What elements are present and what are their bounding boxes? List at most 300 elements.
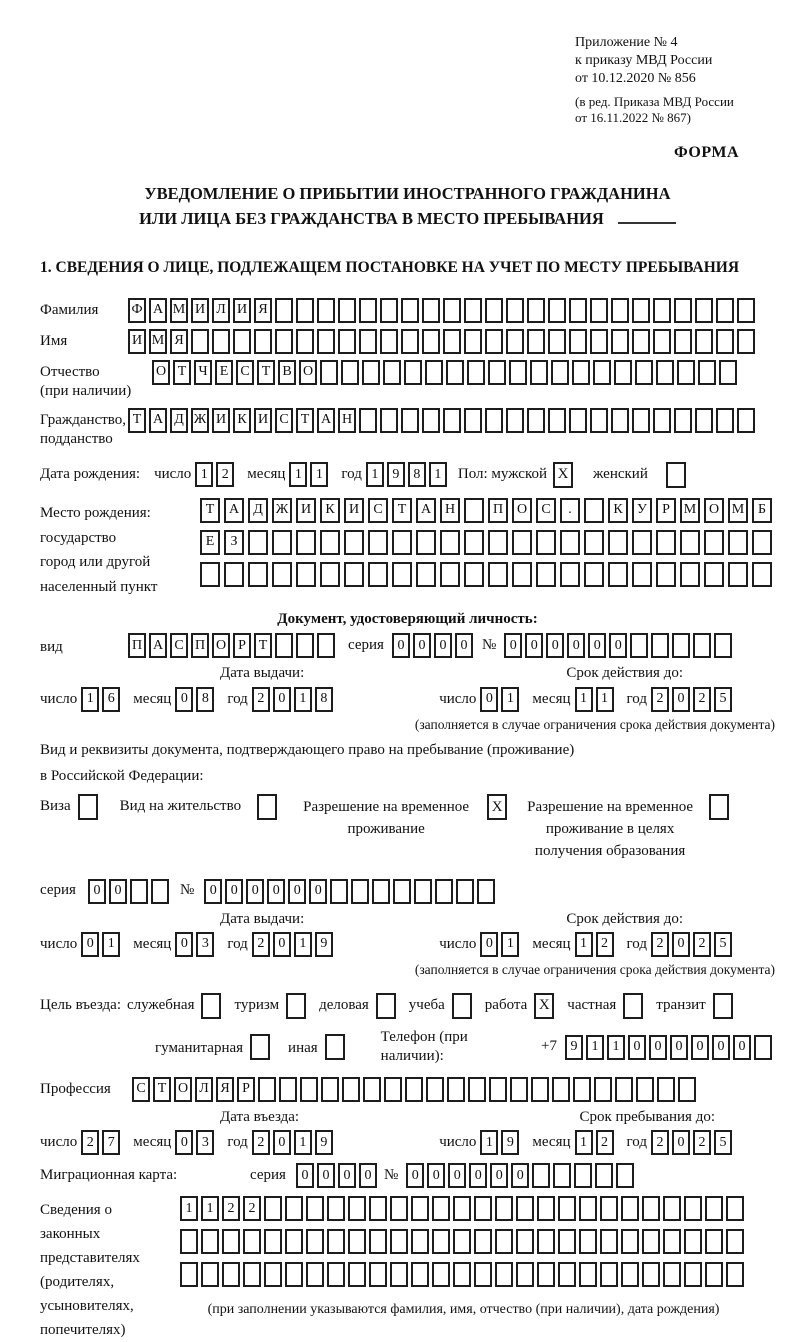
- char-box[interactable]: [317, 298, 335, 323]
- char-box[interactable]: [320, 360, 338, 385]
- char-box[interactable]: 2: [596, 1130, 614, 1155]
- char-box[interactable]: [464, 298, 482, 323]
- char-box[interactable]: 2: [693, 1130, 711, 1155]
- char-box[interactable]: [600, 1196, 618, 1221]
- char-box[interactable]: И: [296, 498, 316, 523]
- char-box[interactable]: [584, 562, 604, 587]
- char-box[interactable]: [698, 360, 716, 385]
- char-box[interactable]: Н: [338, 408, 356, 433]
- char-box[interactable]: [440, 562, 460, 587]
- char-box[interactable]: [372, 879, 390, 904]
- char-box[interactable]: 0: [588, 633, 606, 658]
- char-box[interactable]: [716, 408, 734, 433]
- char-box[interactable]: [359, 298, 377, 323]
- char-box[interactable]: 2: [693, 932, 711, 957]
- char-box[interactable]: [632, 298, 650, 323]
- char-box[interactable]: [621, 1262, 639, 1287]
- char-box[interactable]: 1: [195, 462, 213, 487]
- char-box[interactable]: [663, 1196, 681, 1221]
- char-box[interactable]: [264, 1229, 282, 1254]
- char-box[interactable]: А: [224, 498, 244, 523]
- char-box[interactable]: [651, 633, 669, 658]
- char-box[interactable]: [536, 530, 556, 555]
- char-box[interactable]: [453, 1196, 471, 1221]
- char-box[interactable]: [411, 1196, 429, 1221]
- char-box[interactable]: [635, 360, 653, 385]
- char-box[interactable]: [233, 329, 251, 354]
- char-box[interactable]: 0: [204, 879, 222, 904]
- char-box[interactable]: [443, 298, 461, 323]
- char-box[interactable]: [338, 329, 356, 354]
- char-box[interactable]: [351, 879, 369, 904]
- char-box[interactable]: [560, 562, 580, 587]
- char-box[interactable]: [614, 360, 632, 385]
- char-box[interactable]: 0: [567, 633, 585, 658]
- char-box[interactable]: [653, 298, 671, 323]
- char-box[interactable]: 0: [672, 932, 690, 957]
- char-box[interactable]: Т: [296, 408, 314, 433]
- char-box[interactable]: 0: [273, 687, 291, 712]
- char-box[interactable]: [680, 530, 700, 555]
- char-box[interactable]: А: [317, 408, 335, 433]
- char-box[interactable]: А: [416, 498, 436, 523]
- char-box[interactable]: И: [191, 298, 209, 323]
- char-box[interactable]: [201, 1262, 219, 1287]
- char-box[interactable]: [416, 530, 436, 555]
- char-box[interactable]: 1: [201, 1196, 219, 1221]
- char-box[interactable]: 1: [575, 687, 593, 712]
- char-box[interactable]: М: [728, 498, 748, 523]
- char-box[interactable]: [716, 329, 734, 354]
- char-box[interactable]: 0: [469, 1163, 487, 1188]
- char-box[interactable]: И: [212, 408, 230, 433]
- char-box[interactable]: [285, 1196, 303, 1221]
- char-box[interactable]: [714, 633, 732, 658]
- char-box[interactable]: [327, 1196, 345, 1221]
- char-box[interactable]: [401, 298, 419, 323]
- char-box[interactable]: [130, 879, 148, 904]
- char-box[interactable]: [616, 1163, 634, 1188]
- char-box[interactable]: [248, 562, 268, 587]
- char-box[interactable]: О: [152, 360, 170, 385]
- char-box[interactable]: 0: [712, 1035, 730, 1060]
- char-box[interactable]: [512, 530, 532, 555]
- char-box[interactable]: 1: [586, 1035, 604, 1060]
- char-box[interactable]: [369, 1196, 387, 1221]
- char-box[interactable]: [705, 1229, 723, 1254]
- char-box[interactable]: 5: [714, 687, 732, 712]
- char-box[interactable]: [754, 1035, 772, 1060]
- char-box[interactable]: [548, 298, 566, 323]
- char-box[interactable]: 1: [310, 462, 328, 487]
- char-box[interactable]: [440, 530, 460, 555]
- char-box[interactable]: [390, 1196, 408, 1221]
- char-box[interactable]: [485, 408, 503, 433]
- char-box[interactable]: [327, 1262, 345, 1287]
- char-box[interactable]: 1: [501, 932, 519, 957]
- char-box[interactable]: [677, 360, 695, 385]
- char-box[interactable]: [453, 1262, 471, 1287]
- char-box[interactable]: М: [680, 498, 700, 523]
- char-box[interactable]: [537, 1262, 555, 1287]
- female-checkbox[interactable]: [666, 462, 686, 488]
- char-box[interactable]: [411, 1262, 429, 1287]
- char-box[interactable]: [537, 1196, 555, 1221]
- char-box[interactable]: [680, 562, 700, 587]
- char-box[interactable]: [552, 1077, 570, 1102]
- char-box[interactable]: [275, 633, 293, 658]
- char-box[interactable]: [453, 1229, 471, 1254]
- char-box[interactable]: [474, 1262, 492, 1287]
- char-box[interactable]: [432, 1229, 450, 1254]
- char-box[interactable]: [632, 562, 652, 587]
- char-box[interactable]: [600, 1229, 618, 1254]
- char-box[interactable]: Р: [237, 1077, 255, 1102]
- char-box[interactable]: Л: [212, 298, 230, 323]
- char-box[interactable]: 2: [252, 1130, 270, 1155]
- char-box[interactable]: [180, 1262, 198, 1287]
- char-box[interactable]: И: [233, 298, 251, 323]
- char-box[interactable]: Ж: [191, 408, 209, 433]
- char-box[interactable]: [632, 329, 650, 354]
- char-box[interactable]: 2: [216, 462, 234, 487]
- char-box[interactable]: 1: [180, 1196, 198, 1221]
- char-box[interactable]: [737, 329, 755, 354]
- char-box[interactable]: [285, 1229, 303, 1254]
- char-box[interactable]: [726, 1262, 744, 1287]
- char-box[interactable]: 0: [672, 1130, 690, 1155]
- char-box[interactable]: [362, 360, 380, 385]
- char-box[interactable]: [569, 298, 587, 323]
- char-box[interactable]: [548, 329, 566, 354]
- char-box[interactable]: А: [149, 633, 167, 658]
- char-box[interactable]: [705, 1196, 723, 1221]
- char-box[interactable]: [348, 1196, 366, 1221]
- char-box[interactable]: Я: [170, 329, 188, 354]
- char-box[interactable]: [243, 1229, 261, 1254]
- char-box[interactable]: [737, 408, 755, 433]
- char-box[interactable]: [551, 360, 569, 385]
- char-box[interactable]: 0: [175, 932, 193, 957]
- char-box[interactable]: 0: [609, 633, 627, 658]
- char-box[interactable]: [422, 329, 440, 354]
- char-box[interactable]: О: [299, 360, 317, 385]
- char-box[interactable]: [296, 562, 316, 587]
- char-box[interactable]: [642, 1262, 660, 1287]
- char-box[interactable]: 0: [109, 879, 127, 904]
- char-box[interactable]: [537, 1229, 555, 1254]
- char-box[interactable]: [404, 360, 422, 385]
- char-box[interactable]: С: [170, 633, 188, 658]
- char-box[interactable]: [726, 1196, 744, 1221]
- char-box[interactable]: 1: [480, 1130, 498, 1155]
- char-box[interactable]: [684, 1196, 702, 1221]
- char-box[interactable]: Е: [215, 360, 233, 385]
- char-box[interactable]: [506, 329, 524, 354]
- char-box[interactable]: [737, 298, 755, 323]
- char-box[interactable]: [359, 408, 377, 433]
- char-box[interactable]: 1: [289, 462, 307, 487]
- char-box[interactable]: [611, 329, 629, 354]
- char-box[interactable]: [579, 1229, 597, 1254]
- char-box[interactable]: К: [608, 498, 628, 523]
- char-box[interactable]: 9: [501, 1130, 519, 1155]
- char-box[interactable]: [320, 530, 340, 555]
- char-box[interactable]: [600, 1262, 618, 1287]
- char-box[interactable]: [348, 1229, 366, 1254]
- char-box[interactable]: [509, 360, 527, 385]
- char-box[interactable]: [611, 298, 629, 323]
- char-box[interactable]: 1: [575, 1130, 593, 1155]
- char-box[interactable]: П: [128, 633, 146, 658]
- char-box[interactable]: 0: [649, 1035, 667, 1060]
- char-box[interactable]: [201, 1229, 219, 1254]
- char-box[interactable]: [363, 1077, 381, 1102]
- char-box[interactable]: [464, 530, 484, 555]
- char-box[interactable]: [432, 1262, 450, 1287]
- char-box[interactable]: 0: [413, 633, 431, 658]
- char-box[interactable]: [527, 329, 545, 354]
- char-box[interactable]: [248, 530, 268, 555]
- char-box[interactable]: О: [212, 633, 230, 658]
- char-box[interactable]: 0: [338, 1163, 356, 1188]
- char-box[interactable]: 1: [366, 462, 384, 487]
- char-box[interactable]: [477, 879, 495, 904]
- char-box[interactable]: 2: [81, 1130, 99, 1155]
- char-box[interactable]: [512, 562, 532, 587]
- char-box[interactable]: 9: [565, 1035, 583, 1060]
- char-box[interactable]: 0: [225, 879, 243, 904]
- char-box[interactable]: [516, 1262, 534, 1287]
- char-box[interactable]: [296, 298, 314, 323]
- char-box[interactable]: [495, 1229, 513, 1254]
- char-box[interactable]: С: [132, 1077, 150, 1102]
- char-box[interactable]: 9: [315, 932, 333, 957]
- other-checkbox[interactable]: [325, 1034, 345, 1060]
- char-box[interactable]: А: [149, 408, 167, 433]
- char-box[interactable]: 7: [102, 1130, 120, 1155]
- char-box[interactable]: 1: [294, 932, 312, 957]
- char-box[interactable]: [674, 408, 692, 433]
- char-box[interactable]: 0: [628, 1035, 646, 1060]
- char-box[interactable]: Т: [254, 633, 272, 658]
- char-box[interactable]: [615, 1077, 633, 1102]
- char-box[interactable]: [390, 1262, 408, 1287]
- char-box[interactable]: [285, 1262, 303, 1287]
- char-box[interactable]: 0: [546, 633, 564, 658]
- char-box[interactable]: [380, 298, 398, 323]
- char-box[interactable]: [467, 360, 485, 385]
- char-box[interactable]: [222, 1229, 240, 1254]
- char-box[interactable]: [695, 298, 713, 323]
- char-box[interactable]: [317, 329, 335, 354]
- char-box[interactable]: [296, 329, 314, 354]
- char-box[interactable]: 0: [88, 879, 106, 904]
- char-box[interactable]: Т: [257, 360, 275, 385]
- char-box[interactable]: [704, 530, 724, 555]
- char-box[interactable]: [663, 1229, 681, 1254]
- char-box[interactable]: Р: [233, 633, 251, 658]
- char-box[interactable]: [464, 408, 482, 433]
- char-box[interactable]: [254, 329, 272, 354]
- char-box[interactable]: 1: [596, 687, 614, 712]
- char-box[interactable]: [590, 408, 608, 433]
- char-box[interactable]: [464, 562, 484, 587]
- char-box[interactable]: [752, 562, 772, 587]
- char-box[interactable]: Б: [752, 498, 772, 523]
- char-box[interactable]: [468, 1077, 486, 1102]
- char-box[interactable]: [369, 1262, 387, 1287]
- char-box[interactable]: [506, 408, 524, 433]
- char-box[interactable]: 2: [222, 1196, 240, 1221]
- char-box[interactable]: [320, 562, 340, 587]
- char-box[interactable]: Ч: [194, 360, 212, 385]
- char-box[interactable]: 0: [448, 1163, 466, 1188]
- char-box[interactable]: [212, 329, 230, 354]
- char-box[interactable]: [719, 360, 737, 385]
- char-box[interactable]: 8: [315, 687, 333, 712]
- char-box[interactable]: П: [488, 498, 508, 523]
- char-box[interactable]: 1: [429, 462, 447, 487]
- char-box[interactable]: 9: [387, 462, 405, 487]
- char-box[interactable]: 0: [246, 879, 264, 904]
- char-box[interactable]: В: [278, 360, 296, 385]
- char-box[interactable]: 1: [575, 932, 593, 957]
- char-box[interactable]: [594, 1077, 612, 1102]
- char-box[interactable]: 1: [294, 1130, 312, 1155]
- char-box[interactable]: Т: [200, 498, 220, 523]
- char-box[interactable]: [300, 1077, 318, 1102]
- char-box[interactable]: 0: [273, 1130, 291, 1155]
- char-box[interactable]: [752, 530, 772, 555]
- char-box[interactable]: [258, 1077, 276, 1102]
- char-box[interactable]: 0: [81, 932, 99, 957]
- char-box[interactable]: Р: [656, 498, 676, 523]
- char-box[interactable]: [579, 1262, 597, 1287]
- char-box[interactable]: [443, 329, 461, 354]
- char-box[interactable]: [663, 1262, 681, 1287]
- char-box[interactable]: [553, 1163, 571, 1188]
- char-box[interactable]: [488, 530, 508, 555]
- char-box[interactable]: [380, 408, 398, 433]
- char-box[interactable]: 0: [392, 633, 410, 658]
- char-box[interactable]: [306, 1196, 324, 1221]
- char-box[interactable]: [653, 408, 671, 433]
- char-box[interactable]: [516, 1229, 534, 1254]
- private-checkbox[interactable]: [623, 993, 643, 1019]
- char-box[interactable]: 8: [196, 687, 214, 712]
- char-box[interactable]: [392, 530, 412, 555]
- char-box[interactable]: [447, 1077, 465, 1102]
- char-box[interactable]: М: [170, 298, 188, 323]
- char-box[interactable]: И: [254, 408, 272, 433]
- char-box[interactable]: [684, 1229, 702, 1254]
- temp-permit-edu-checkbox[interactable]: [709, 794, 729, 820]
- char-box[interactable]: [548, 408, 566, 433]
- char-box[interactable]: К: [320, 498, 340, 523]
- char-box[interactable]: [728, 562, 748, 587]
- char-box[interactable]: М: [149, 329, 167, 354]
- humanitarian-checkbox[interactable]: [250, 1034, 270, 1060]
- char-box[interactable]: [368, 562, 388, 587]
- char-box[interactable]: [151, 879, 169, 904]
- char-box[interactable]: [608, 530, 628, 555]
- char-box[interactable]: 1: [81, 687, 99, 712]
- char-box[interactable]: [380, 329, 398, 354]
- char-box[interactable]: [590, 298, 608, 323]
- char-box[interactable]: [506, 298, 524, 323]
- male-checkbox[interactable]: X: [553, 462, 573, 488]
- char-box[interactable]: [674, 298, 692, 323]
- char-box[interactable]: [558, 1229, 576, 1254]
- char-box[interactable]: 0: [267, 879, 285, 904]
- char-box[interactable]: [264, 1262, 282, 1287]
- char-box[interactable]: [510, 1077, 528, 1102]
- char-box[interactable]: 0: [317, 1163, 335, 1188]
- char-box[interactable]: [726, 1229, 744, 1254]
- char-box[interactable]: [630, 633, 648, 658]
- char-box[interactable]: [392, 562, 412, 587]
- char-box[interactable]: 0: [175, 1130, 193, 1155]
- char-box[interactable]: Т: [392, 498, 412, 523]
- char-box[interactable]: 1: [294, 687, 312, 712]
- char-box[interactable]: [272, 530, 292, 555]
- char-box[interactable]: А: [149, 298, 167, 323]
- char-box[interactable]: [704, 562, 724, 587]
- char-box[interactable]: 3: [196, 1130, 214, 1155]
- char-box[interactable]: 8: [408, 462, 426, 487]
- char-box[interactable]: 1: [102, 932, 120, 957]
- char-box[interactable]: 0: [455, 633, 473, 658]
- char-box[interactable]: [338, 298, 356, 323]
- char-box[interactable]: 0: [309, 879, 327, 904]
- char-box[interactable]: 5: [714, 932, 732, 957]
- char-box[interactable]: [672, 633, 690, 658]
- char-box[interactable]: [279, 1077, 297, 1102]
- char-box[interactable]: [446, 360, 464, 385]
- char-box[interactable]: [621, 1229, 639, 1254]
- char-box[interactable]: [695, 329, 713, 354]
- char-box[interactable]: [224, 562, 244, 587]
- char-box[interactable]: С: [368, 498, 388, 523]
- char-box[interactable]: [705, 1262, 723, 1287]
- char-box[interactable]: [684, 1262, 702, 1287]
- char-box[interactable]: [275, 329, 293, 354]
- char-box[interactable]: [306, 1262, 324, 1287]
- char-box[interactable]: П: [191, 633, 209, 658]
- char-box[interactable]: [330, 879, 348, 904]
- char-box[interactable]: Д: [170, 408, 188, 433]
- residence-permit-checkbox[interactable]: [257, 794, 277, 820]
- char-box[interactable]: [530, 360, 548, 385]
- char-box[interactable]: [369, 1229, 387, 1254]
- char-box[interactable]: [321, 1077, 339, 1102]
- char-box[interactable]: Н: [440, 498, 460, 523]
- char-box[interactable]: [296, 530, 316, 555]
- char-box[interactable]: 0: [434, 633, 452, 658]
- char-box[interactable]: [531, 1077, 549, 1102]
- char-box[interactable]: [317, 633, 335, 658]
- char-box[interactable]: [642, 1196, 660, 1221]
- char-box[interactable]: 2: [243, 1196, 261, 1221]
- char-box[interactable]: [432, 1196, 450, 1221]
- char-box[interactable]: [425, 360, 443, 385]
- tourism-checkbox[interactable]: [286, 993, 306, 1019]
- char-box[interactable]: [414, 879, 432, 904]
- char-box[interactable]: [632, 408, 650, 433]
- char-box[interactable]: Ж: [272, 498, 292, 523]
- char-box[interactable]: 0: [427, 1163, 445, 1188]
